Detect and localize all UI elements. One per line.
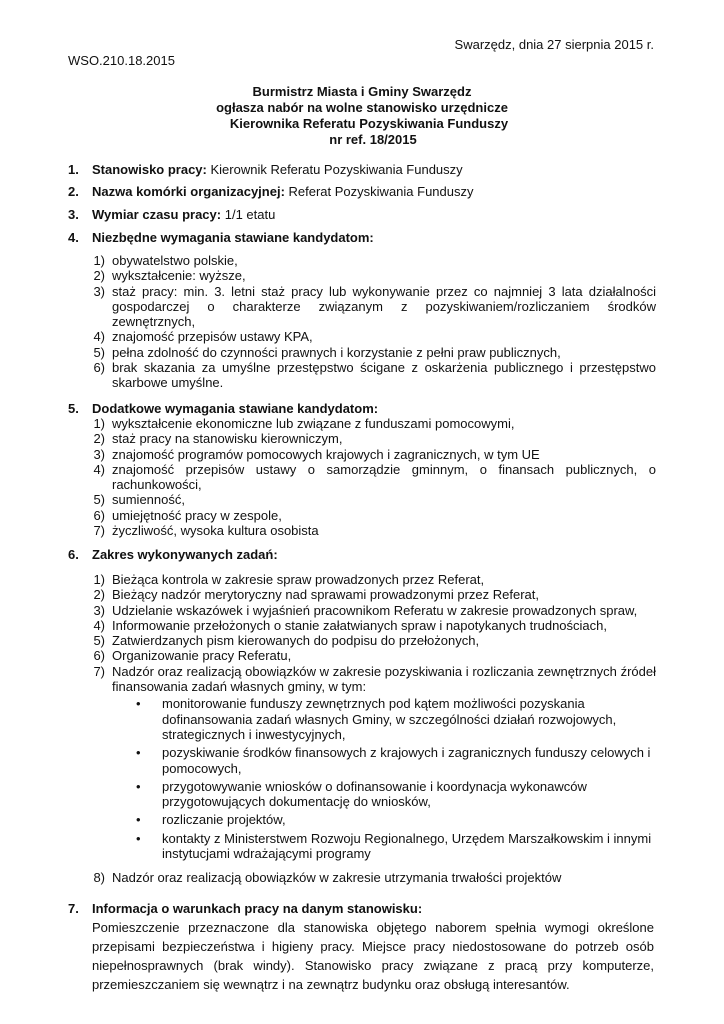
section-number: 2. xyxy=(68,184,79,199)
section-7-text: Pomieszczenie przeznaczone dla stanowiska objętego naborem spełnia wymogi określone przepisami bezpieczeństwa i higieny pracy. Miejsce pracy niedostosowane do potrzeb osób niepełnosprawnych (brak windy). Stanowisko pracy związane z pracą przy komputerze, przemieszczaniem się wewnątrz i na zewnątrz budynku oraz obsługą interesantów. xyxy=(92,920,654,992)
list-item: 2) wykształcenie: wyższe, xyxy=(93,268,246,284)
bullet-glyph: • xyxy=(136,812,141,828)
list-item: 1) Bieżąca kontrola w zakresie spraw prowadzonych przez Referat, xyxy=(93,572,485,587)
list-item: 1) wykształcenie ekonomiczne lub związane z funduszami pomocowymi, xyxy=(93,416,515,431)
section-4-heading xyxy=(68,230,656,246)
document-title xyxy=(0,84,724,148)
list-item: 4) znajomość przepisów ustawy KPA, xyxy=(93,329,313,345)
bullet-item: • pozyskiwanie środków finansowych z krajowych i zagranicznych funduszy celowych i pomocowych, xyxy=(136,745,651,776)
bullet-item: • monitorowanie funduszy zewnętrznych pod kątem możliwości pozyskania dofinansowania zadań własnych Gminy, w szczególności działań rozwojowych, strategicznych i inwestycyjnych, xyxy=(136,696,617,742)
section-value: Referat Pozyskiwania Funduszy xyxy=(284,184,474,199)
list-item: 2) staż pracy na stanowisku kierowniczym, xyxy=(93,431,343,447)
bullet-glyph: • xyxy=(136,778,141,794)
section-6-item-8 xyxy=(90,870,656,885)
list-item: 3) znajomość programów pomocowych krajowych i zagranicznych, w tym UE xyxy=(93,446,540,462)
section-value: 1/1 etatu xyxy=(221,207,276,222)
list-item: 7) życzliwość, wysoka kultura osobista xyxy=(93,523,319,539)
list-item: 3) staż pracy: min. 3. letni staż pracy lub wykonywanie przez co najmniej 3 lata działalności gospodarczej o charakterze związanym z pozyskiwaniem/rozliczaniem środków zewnętrznych, xyxy=(93,283,656,330)
section-label: Niezbędne wymagania stawiane kandydatom: xyxy=(92,230,374,245)
section-2 xyxy=(68,184,656,200)
title-line-3: Kierownika Referatu Pozyskiwania Funduszy xyxy=(229,116,509,131)
section-7-heading xyxy=(68,901,656,917)
list-item: 5) sumienność, xyxy=(93,492,185,508)
section-number: 6. xyxy=(68,547,79,562)
section-5-heading xyxy=(68,401,656,417)
section-6-heading xyxy=(68,547,656,563)
list-item: 7) Nadzór oraz realizacją obowiązków w zakresie pozyskiwania i rozliczania zewnętrznych źródeł finansowania zadań własnych gminy, w tym: • monitorowanie funduszy zewnętrznych pod kątem możliwości pozyskania dofinansowania zadań własnych Gminy, w szczególności działań rozwojowych, strategicznych i inwestycyjnych, • pozyskiwanie środków finansowych z krajowych i zagranicznych funduszy celowych i pomocowych, • przygotowywanie wniosków o dofinansowanie i koordynacja wykonawców przygotowujących dokumentację do wniosków, • rozliczanie projektów, • kontakty z Ministerstwem Rozwoju Regionalnego, Urzędem Marszałkowskim i innymi instytucjami wdrażającymi programy xyxy=(93,663,656,862)
list-item: 6) Organizowanie pracy Referatu, xyxy=(93,648,292,664)
section-label: Informacja o warunkach pracy na danym stanowisku: xyxy=(92,901,423,916)
section-label: Wymiar czasu pracy: xyxy=(92,207,222,222)
title-line-2: ogłasza nabór na wolne stanowisko urzędnicze xyxy=(216,100,508,115)
section-number: 7. xyxy=(68,901,79,916)
bullet-glyph: • xyxy=(136,696,141,712)
section-value: Kierownik Referatu Pozyskiwania Funduszy xyxy=(206,162,463,177)
section-5-list xyxy=(90,416,656,538)
section-number: 1. xyxy=(68,162,79,177)
title-line-4: nr ref. 18/2015 xyxy=(329,132,417,147)
bullet-glyph: • xyxy=(136,830,141,846)
list-item: 1) obywatelstwo polskie, xyxy=(93,253,238,268)
list-item: 8) Nadzór oraz realizacją obowiązków w zakresie utrzymania trwałości projektów xyxy=(93,870,562,885)
list-item: 2) Bieżący nadzór merytoryczny nad sprawami prowadzonymi przez Referat, xyxy=(93,587,540,603)
title-line-1: Burmistrz Miasta i Gminy Swarzędz xyxy=(252,84,472,99)
list-item: 5) pełna zdolność do czynności prawnych i korzystanie z pełni praw publicznych, xyxy=(93,344,561,360)
section-number: 5. xyxy=(68,401,79,416)
list-item: 6) brak skazania za umyślne przestępstwo ścigane z oskarżenia publicznego i przestępstwo skarbowe umyślne. xyxy=(93,360,656,391)
bullet-item: • przygotowywanie wniosków o dofinansowanie i koordynacja wykonawców przygotowujących dokumentację do wniosków, xyxy=(136,778,587,810)
section-1 xyxy=(68,162,656,178)
list-item: 4) Informowanie przełożonych o stanie załatwianych spraw i napotykanych trudnościach, xyxy=(93,617,607,633)
section-4-list xyxy=(90,253,656,391)
sub-bullet-list xyxy=(112,696,656,861)
bullet-item: • kontakty z Ministerstwem Rozwoju Regionalnego, Urzędem Marszałkowskim i innymi instytucjami wdrażającymi programy xyxy=(136,830,652,862)
section-number: 3. xyxy=(68,207,79,222)
section-label: Zakres wykonywanych zadań: xyxy=(92,547,278,562)
section-label: Nazwa komórki organizacyjnej: xyxy=(92,184,285,199)
section-number: 4. xyxy=(68,230,79,245)
bullet-item: • rozliczanie projektów, xyxy=(136,812,286,828)
section-3 xyxy=(68,207,656,223)
list-item: 6) umiejętność pracy w zespole, xyxy=(93,507,282,523)
section-label: Dodatkowe wymagania stawiane kandydatom: xyxy=(92,401,379,416)
section-label: Stanowisko pracy: xyxy=(92,162,207,177)
document-date: Swarzędz, dnia 27 sierpnia 2015 r. xyxy=(454,37,654,52)
bullet-glyph: • xyxy=(136,745,141,761)
list-item: 3) Udzielanie wskazówek i wyjaśnień pracownikom Referatu w zakresie prowadzonych spraw, xyxy=(93,602,638,618)
section-6-list xyxy=(90,572,656,861)
list-item: 4) znajomość przepisów ustawy o samorządzie gminnym, o finansach publicznych, o rachunkowości, xyxy=(93,461,656,493)
document-reference-number: WSO.210.18.2015 xyxy=(68,53,175,68)
list-item: 5) Zatwierdzanych pism kierowanych do podpisu do przełożonych, xyxy=(93,633,480,649)
